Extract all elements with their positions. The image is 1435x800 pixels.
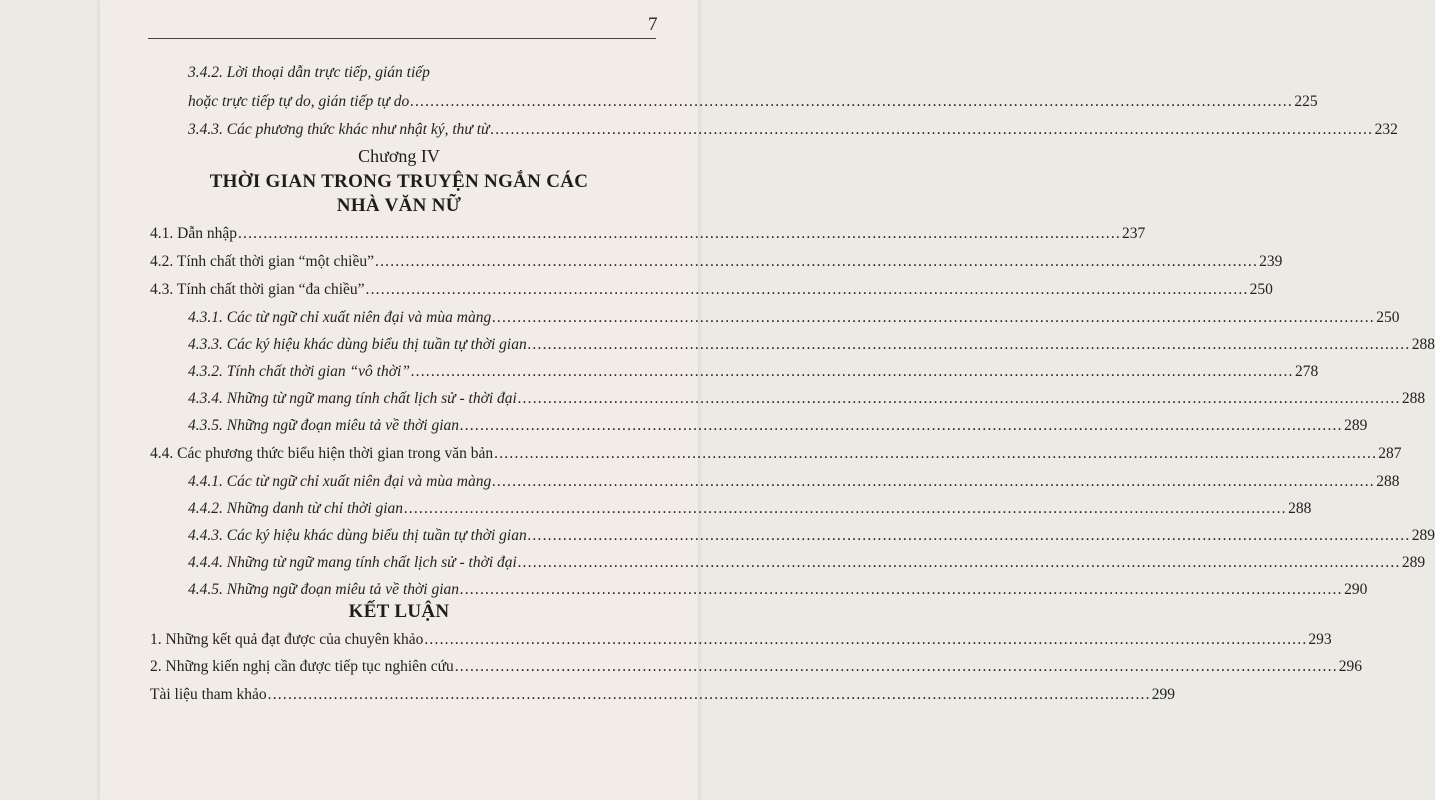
toc-entry-4-3-4[interactable]	[188, 390, 1426, 408]
toc-entry-conclusion-2[interactable]	[150, 658, 1363, 676]
toc-entry-label: 4.1. Dẫn nhập	[150, 225, 237, 242]
toc-entry-page: 288	[1411, 336, 1435, 353]
toc-entry-label: 4.4.4. Những từ ngữ mang tính chất lịch sử - thời đại	[188, 554, 517, 571]
toc-entry-4-3-5[interactable]	[188, 417, 1368, 435]
toc-entry-page: 293	[1308, 631, 1332, 648]
toc-leader-dots	[528, 336, 1411, 354]
toc-entry-4-4-3[interactable]	[188, 527, 1435, 545]
header-rule	[148, 38, 656, 39]
toc-entry-3-4-3[interactable]	[188, 121, 1398, 139]
toc-entry-page: 289	[1401, 554, 1426, 571]
book-page	[100, 0, 1435, 800]
toc-leader-dots	[491, 121, 1374, 139]
toc-entry-4-2[interactable]	[150, 253, 1283, 271]
toc-leader-dots	[518, 554, 1401, 572]
toc-entry-page: 289	[1411, 527, 1435, 544]
toc-entry-label: 1. Những kết quả đạt được của chuyên khảo	[150, 631, 424, 648]
toc-leader-dots	[455, 658, 1338, 676]
toc-entry-references[interactable]	[150, 686, 1175, 704]
toc-entry-4-4-1[interactable]	[188, 473, 1400, 491]
toc-entry-label: 4.3.3. Các ký hiệu khác dùng biểu thị tuần tự thời gian	[188, 336, 527, 353]
toc-entry-4-1[interactable]	[150, 225, 1146, 243]
toc-leader-dots	[375, 253, 1258, 271]
toc-entry-label: 4.3. Tính chất thời gian “đa chiều”	[150, 281, 365, 298]
toc-entry-page: 250	[1249, 281, 1273, 298]
toc-entry-label: 4.3.5. Những ngữ đoạn miêu tả về thời gian	[188, 417, 460, 434]
toc-entry-3-4-2[interactable]	[188, 93, 1318, 111]
toc-leader-dots	[528, 527, 1411, 545]
toc-entry-page: 237	[1122, 225, 1146, 242]
toc-entry-label: 4.3.4. Những từ ngữ mang tính chất lịch sử - thời đại	[188, 390, 517, 407]
toc-entry-label: 4.4.5. Những ngữ đoạn miêu tả về thời gian	[188, 581, 460, 598]
toc-entry-label: 4.4. Các phương thức biểu hiện thời gian trong văn bản	[150, 445, 494, 462]
toc-entry-page: 289	[1344, 417, 1368, 434]
conclusion-heading: KẾT LUẬN	[348, 601, 450, 622]
toc-entry-label: 4.2. Tính chất thời gian “một chiều”	[150, 253, 374, 270]
toc-entry-page: 225	[1294, 93, 1318, 110]
toc-leader-dots	[492, 309, 1375, 327]
toc-entry-label: 4.4.1. Các từ ngữ chỉ xuất niên đại và mùa màng	[188, 473, 492, 490]
toc-entry-page: 290	[1344, 581, 1368, 598]
toc-entry-4-3-2[interactable]	[188, 363, 1319, 381]
toc-entry-page: 278	[1295, 363, 1319, 380]
toc-leader-dots	[518, 390, 1401, 408]
toc-entry-4-3[interactable]	[150, 281, 1273, 299]
toc-entry-page: 239	[1259, 253, 1283, 270]
toc-entry-page: 299	[1151, 686, 1175, 703]
toc-entry-label: 3.4.3. Các phương thức khác như nhật ký, thư từ	[188, 121, 490, 138]
toc-entry-label: 4.3.2. Tính chất thời gian “vô thời”	[188, 363, 410, 380]
toc-leader-dots	[460, 581, 1343, 599]
toc-leader-dots	[238, 225, 1121, 243]
toc-entry-page: 288	[1376, 473, 1400, 490]
toc-entry-page: 288	[1401, 390, 1426, 407]
toc-entry-page: 288	[1288, 500, 1312, 517]
chapter-number: Chương IV	[358, 146, 440, 166]
toc-entry-4-4[interactable]	[150, 445, 1402, 463]
toc-leader-dots	[366, 281, 1249, 299]
toc-leader-dots	[492, 473, 1375, 491]
toc-entry-4-4-5[interactable]	[188, 581, 1368, 599]
toc-entry-label: 4.4.3. Các ký hiệu khác dùng biểu thị tuần tự thời gian	[188, 527, 527, 544]
toc-leader-dots	[268, 686, 1151, 704]
toc-entry-label: Tài liệu tham khảo	[150, 686, 267, 703]
toc-leader-dots	[411, 363, 1294, 381]
toc-entry-3-4-2-line1: 3.4.2. Lời thoại dẫn trực tiếp, gián tiếp	[188, 64, 430, 81]
chapter-title-line2: NHÀ VĂN NỮ	[336, 195, 462, 216]
toc-entry-4-3-1[interactable]	[188, 309, 1400, 327]
toc-entry-page: 232	[1374, 121, 1398, 138]
toc-entry-4-3-3[interactable]	[188, 336, 1435, 354]
toc-leader-dots	[404, 500, 1287, 518]
toc-entry-label: 4.3.1. Các từ ngữ chỉ xuất niên đại và mùa màng	[188, 309, 492, 326]
page-number: 7	[648, 14, 658, 35]
toc-entry-label: hoặc trực tiếp tự do, gián tiếp tự do	[188, 93, 410, 110]
toc-leader-dots	[460, 417, 1343, 435]
toc-entry-label: 2. Những kiến nghị cần được tiếp tục nghiên cứu	[150, 658, 454, 675]
toc-entry-conclusion-1[interactable]	[150, 631, 1332, 649]
toc-leader-dots	[410, 93, 1293, 111]
toc-leader-dots	[424, 631, 1307, 649]
toc-entry-4-4-4[interactable]	[188, 554, 1426, 572]
toc-entry-page: 296	[1338, 658, 1363, 675]
toc-entry-page: 250	[1376, 309, 1400, 326]
toc-leader-dots	[494, 445, 1377, 463]
chapter-title-line1: THỜI GIAN TRONG TRUYỆN NGẮN CÁC	[209, 171, 589, 192]
toc-entry-label: 4.4.2. Những danh từ chỉ thời gian	[188, 500, 404, 517]
toc-entry-page: 287	[1378, 445, 1402, 462]
toc-entry-4-4-2[interactable]	[188, 500, 1312, 518]
